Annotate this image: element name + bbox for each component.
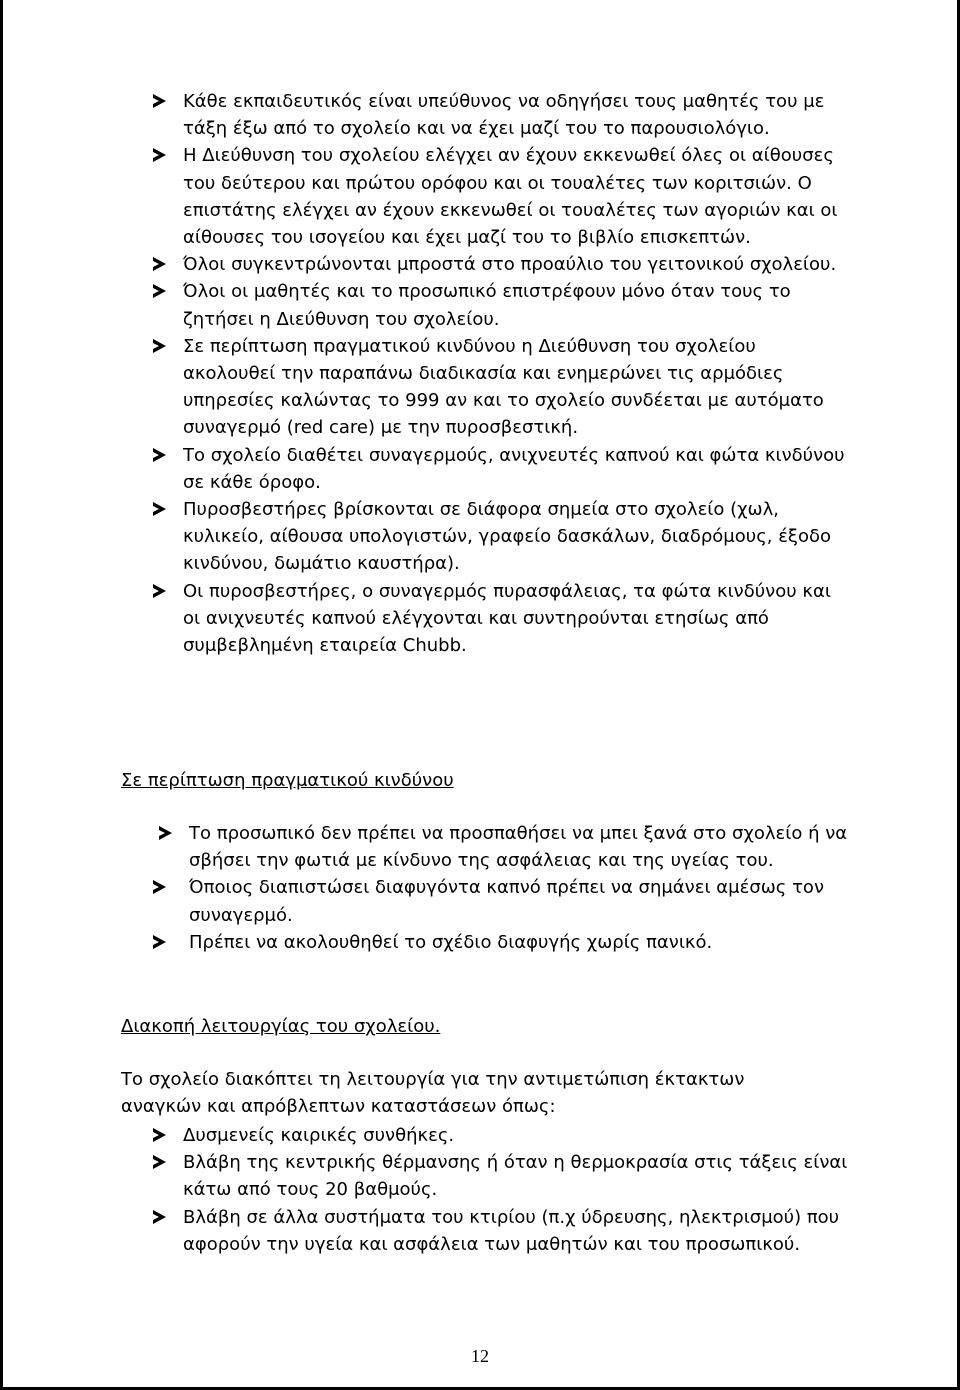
list-item <box>157 820 857 874</box>
arrow-bullet-icon <box>153 584 166 598</box>
page-number: 12 <box>471 1346 489 1366</box>
arrow-bullet-icon <box>153 880 166 894</box>
arrow-bullet-icon <box>153 339 166 353</box>
closure-intro-paragraph: Το σχολείο διακόπτει τη λειτουργία για την αντιμετώπιση έκτακτων αναγκών και απρόβλεπτων καταστάσεων όπως: <box>121 1069 745 1117</box>
list-item-text: Οι πυροσβεστήρες, ο συναγερμός πυρασφάλειας, τα φώτα κινδύνου και οι ανιχνευτές καπνού ελέγχονται και συντηρούνται ετησίως από συμβεβλημένη εταιρεία Chubb. <box>183 580 831 657</box>
list-item <box>151 578 851 660</box>
arrow-bullet-icon <box>153 448 166 462</box>
list-item-text: Η Διεύθυνση του σχολείου ελέγχει αν έχουν εκκενωθεί όλες οι αίθουσες του δεύτερου και πρώτου ορόφου και οι τουαλέτες των κοριτσιών. Ο επιστάτης ελέγχει αν έχουν εκκενωθεί οι τουαλέτες των αγοριών και οι αίθουσες του ισογείου και έχει μαζί του το βιβλίο επισκεπτών. <box>183 145 838 249</box>
list-item <box>151 496 851 578</box>
list-item-text: Όλοι συγκεντρώνονται μπροστά στο προαύλιο του γειτονικού σχολείου. <box>183 254 837 276</box>
list-item <box>151 929 857 956</box>
list-item <box>151 1122 861 1149</box>
bullet-list-1 <box>151 88 851 659</box>
list-item <box>151 142 851 251</box>
list-item <box>151 278 851 332</box>
list-item-text: Βλάβη της κεντρικής θέρμανσης ή όταν η θερμοκρασία στις τάξεις είναι κάτω από τους 20 βαθμούς. <box>183 1152 848 1201</box>
list-item <box>151 1204 861 1258</box>
section-heading-school-closure: Διακοπή λειτουργίας του σχολείου. <box>121 1016 441 1037</box>
list-item-text: Δυσμενείς καιρικές συνθήκες. <box>183 1125 455 1146</box>
arrow-bullet-icon <box>153 935 166 949</box>
bullet-list-3 <box>151 1122 861 1258</box>
list-item-text: Όλοι οι μαθητές και το προσωπικό επιστρέφουν μόνο όταν τους το ζητήσει η Διεύθυνση του σχολείου. <box>183 281 791 330</box>
list-item-text: Κάθε εκπαιδευτικός είναι υπεύθυνος να οδηγήσει τους μαθητές του με τάξη έξω από το σχολείο και να έχει μαζί του το παρουσιολόγιο. <box>183 91 825 140</box>
list-item-text: Όποιος διαπιστώσει διαφυγόντα καπνό πρέπει να σημάνει αμέσως τον συναγερμό. <box>189 877 824 926</box>
list-item <box>151 333 851 442</box>
list-item-text: Σε περίπτωση πραγματικού κινδύνου η Διεύθυνση του σχολείου ακολουθεί την παραπάνω διαδικασία και ενημερώνει τις αρμόδιες υπηρεσίες καλώντας το 999 αν και το σχολείο συνδέεται με αυτόματο συναγερμό (red care) με την πυροσβεστική. <box>183 335 824 439</box>
arrow-bullet-icon <box>153 284 166 298</box>
list-item <box>151 88 851 142</box>
arrow-bullet-icon <box>153 502 166 516</box>
list-item <box>151 874 857 928</box>
list-item-text: Βλάβη σε άλλα συστήματα του κτιρίου (π.χ ύδρευσης, ηλεκτρισμού) που αφορούν την υγεία και ασφάλεια των μαθητών και του προσωπικού. <box>183 1206 840 1255</box>
arrow-bullet-icon <box>153 1155 166 1169</box>
arrow-bullet-icon <box>153 257 166 271</box>
list-item-text: Το προσωπικό δεν πρέπει να προσπαθήσει να μπει ξανά στο σχολείο ή να σβήσει την φωτιά με κίνδυνο της ασφάλειας και της υγείας του. <box>189 823 848 872</box>
list-item <box>151 1149 861 1203</box>
arrow-bullet-icon <box>159 826 172 840</box>
list-item-text: Πυροσβεστήρες βρίσκονται σε διάφορα σημεία στο σχολείο (χωλ, κυλικείο, αίθουσα υπολογιστών, γραφείο δασκάλων, διαδρόμους, έξοδο κινδύνου, δωμάτιο καυστήρα). <box>183 499 831 575</box>
section-heading-real-danger: Σε περίπτωση πραγματικού κινδύνου <box>121 770 454 791</box>
list-item-text: Το σχολείο διαθέτει συναγερμούς, ανιχνευτές καπνού και φώτα κινδύνου σε κάθε όροφο. <box>183 444 845 493</box>
list-item <box>151 442 851 496</box>
arrow-bullet-icon <box>153 148 166 162</box>
bullet-list-2 <box>157 820 857 956</box>
arrow-bullet-icon <box>153 94 166 108</box>
list-item-text: Πρέπει να ακολουθηθεί το σχέδιο διαφυγής χωρίς πανικό. <box>189 931 713 953</box>
arrow-bullet-icon <box>153 1210 166 1224</box>
arrow-bullet-icon <box>153 1128 166 1142</box>
list-item <box>151 251 851 278</box>
